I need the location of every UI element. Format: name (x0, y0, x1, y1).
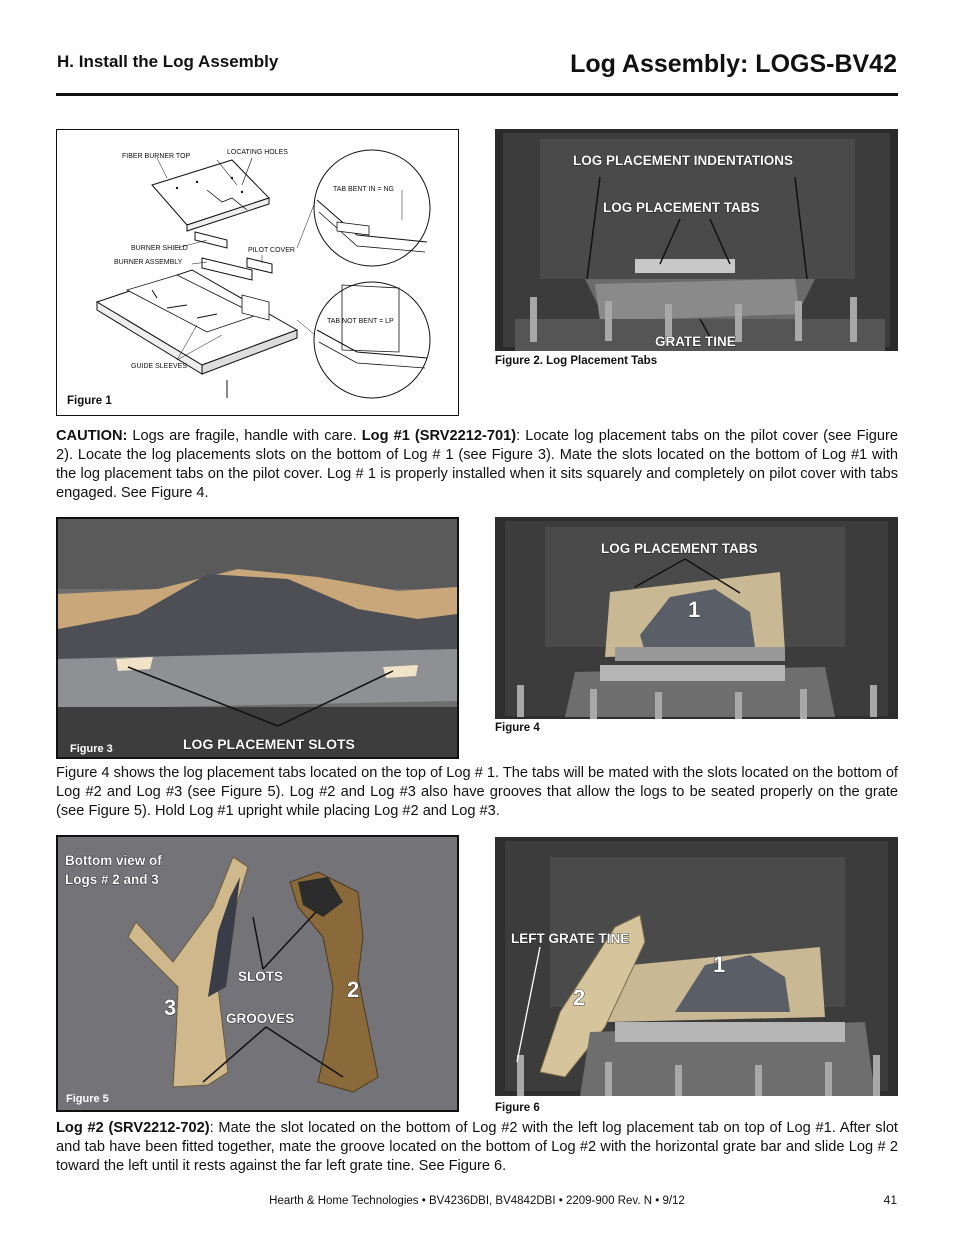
figure-5-title-line2: Logs # 2 and 3 (65, 872, 159, 887)
label-log-placement-indentations: LOG PLACEMENT INDENTATIONS (573, 153, 793, 168)
label-log-placement-slots: LOG PLACEMENT SLOTS (183, 736, 355, 752)
figure-6-caption: Figure 6 (495, 1102, 540, 1114)
log2-paragraph: Log #2 (SRV2212-702): Mate the slot located on the bottom of Log #2 with the left log placement tab on top of Log #1. After slot and tab have been fitted together, mate the groove located on the bottom of Log #2 with the horizontal grate bar and slide Log # 2 toward the left until it rests against the far left grate tine. See Figure 6. (56, 1120, 898, 1174)
figure-3-photo (56, 517, 459, 759)
section-heading: H. Install the Log Assembly (57, 52, 279, 71)
label-grooves: GROOVES (226, 1011, 295, 1026)
log-1-number-6: 1 (713, 952, 726, 977)
figure-1 (56, 129, 459, 416)
burner-exploded-diagram (57, 130, 458, 415)
label-burner-shield: BURNER SHIELD (131, 245, 188, 252)
header-rule (56, 93, 898, 96)
log-1-number: 1 (688, 597, 701, 622)
label-log-placement-tabs-4: LOG PLACEMENT TABS (601, 541, 758, 556)
label-left-grate-tine: LEFT GRATE TINE (511, 931, 630, 946)
figure-4-caption: Figure 4 (495, 722, 540, 734)
log-2-number: 2 (347, 977, 360, 1002)
footer-text: Hearth & Home Technologies • BV4236DBI, BV4842DBI • 2209-900 Rev. N • 9/12 (269, 1195, 685, 1207)
page-title: Log Assembly: LOGS-BV42 (570, 50, 897, 78)
figure-1-caption: Figure 1 (67, 395, 112, 407)
caution-label: CAUTION: (56, 428, 128, 444)
label-slots: SLOTS (238, 969, 284, 984)
label-burner-assembly: BURNER ASSEMBLY (114, 259, 183, 266)
figure-3-caption: Figure 3 (70, 743, 113, 755)
caution-paragraph: CAUTION: Logs are fragile, handle with care. Log #1 (SRV2212-701): Locate log placement tabs on the pilot cover (see Figure 2). Locate the log placements slots on the bottom of Log # 1 (see Figure 3). Mate the slots located on the bottom of Log #1 with the log placement tabs on the pilot cover. Log # 1 is properly installed when it sits squarely and completely on pilot cover with tabs engaged. See Figure 4. (56, 428, 898, 501)
label-pilot-cover: PILOT COVER (248, 247, 295, 254)
figure-5-caption: Figure 5 (66, 1093, 109, 1105)
label-guide-sleeves: GUIDE SLEEVES (131, 363, 188, 370)
label-fiber-burner-top: FIBER BURNER TOP (122, 153, 191, 160)
log-2-number-6: 2 (573, 985, 586, 1010)
figure-2-photo (495, 129, 898, 351)
log2-part-number: Log #2 (SRV2212-702) (56, 1120, 210, 1136)
label-log-placement-tabs: LOG PLACEMENT TABS (603, 200, 760, 215)
figure-5-photo (56, 835, 459, 1112)
log-tabs-paragraph: Figure 4 shows the log placement tabs located on the top of Log # 1. The tabs will be mated with the slots located on the bottom of Log #2 and Log #3 (see Figure 5). Log #2 and Log #3 also have grooves that allow the logs to be seated properly on the grate (see Figure 5). Hold Log #1 upright while placing Log #2 and Log #3. (56, 765, 898, 819)
page-number: 41 (883, 1193, 897, 1207)
label-grate-tine: GRATE TINE (655, 334, 736, 349)
log1-part-number: Log #1 (SRV2212-701) (361, 428, 517, 444)
figure-6-photo (495, 837, 898, 1096)
figure-2-caption: Figure 2. Log Placement Tabs (495, 355, 658, 367)
figure-4-photo (495, 517, 898, 719)
label-tab-not-bent: TAB NOT BENT = LP (327, 318, 394, 325)
figure-5-title-line1: Bottom view of (65, 853, 162, 868)
log-3-number: 3 (164, 995, 177, 1020)
label-tab-bent-in: TAB BENT IN = NG (333, 186, 395, 193)
label-locating-holes: LOCATING HOLES (227, 149, 288, 156)
